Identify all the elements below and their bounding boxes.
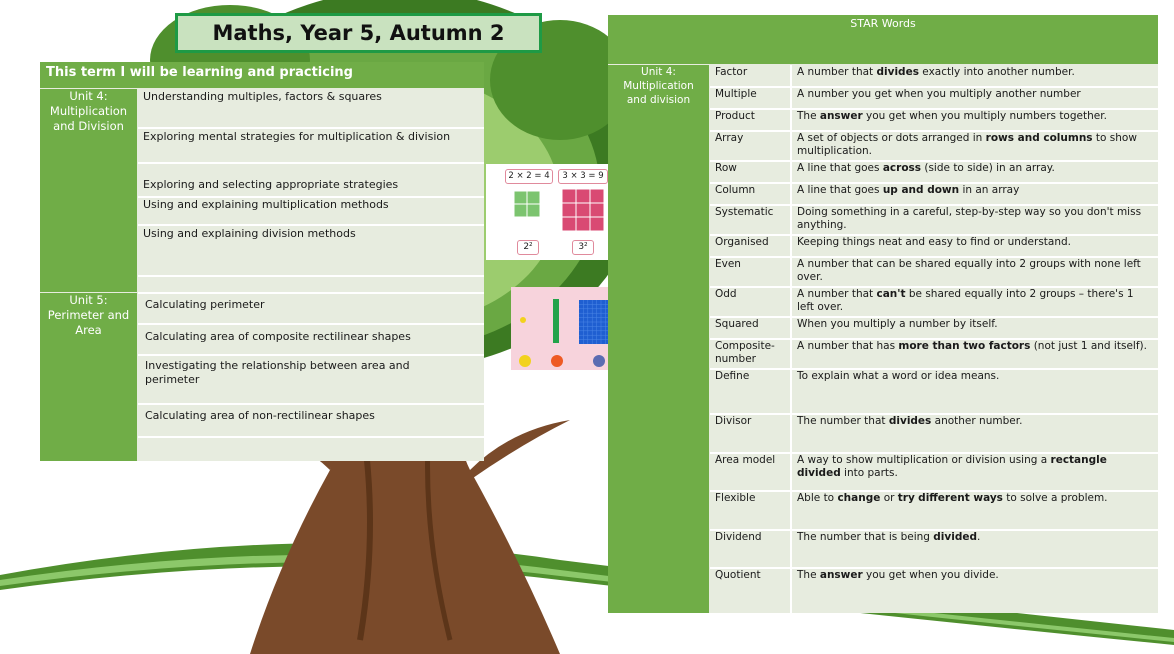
array-cell: [514, 204, 527, 217]
star-word-definition: A number you get when you multiply another number: [797, 88, 1081, 100]
page-title: Maths, Year 5, Autumn 2: [175, 13, 542, 53]
star-words-header: STAR Words: [608, 15, 1158, 64]
star-word-definition: A number that divides exactly into another number.: [797, 66, 1075, 78]
star-word-term: Multiple: [715, 88, 757, 100]
array-cell: [514, 191, 527, 204]
star-word-definition: A line that goes across (side to side) in an array.: [797, 162, 1055, 174]
equation-3x3: 3 × 3 = 9: [558, 169, 608, 184]
star-word-definition: When you multiply a number by itself.: [797, 318, 998, 330]
star-word-definition: Doing something in a careful, step-by-step way so you don't miss anything.: [797, 206, 1142, 231]
three-squared-label: 3²: [572, 240, 594, 255]
list-item: Using and explaining division methods: [143, 227, 356, 240]
list-item: Calculating area of composite rectilinear shapes: [145, 330, 411, 343]
star-word-term: Column: [715, 184, 756, 196]
equation-2x2: 2 × 2 = 4: [505, 169, 553, 184]
star-word-definition: A number that can be shared equally into 2 groups with none left over.: [797, 258, 1141, 283]
array-cell: [576, 189, 590, 203]
star-word-term: Area model: [715, 454, 776, 466]
star-unit-label: Unit 4: Multiplication and division: [623, 66, 694, 106]
star-word-term: Odd: [715, 288, 737, 300]
star-word-term: Define: [715, 370, 750, 382]
star-word-definition: A line that goes up and down in an array: [797, 184, 1020, 196]
star-word-definition: A number that has more than two factors (not just 1 and itself).: [797, 340, 1147, 352]
array-cell: [590, 189, 604, 203]
array-cell: [590, 217, 604, 231]
star-word-term: Product: [715, 110, 755, 122]
star-word-term: Divisor: [715, 415, 752, 427]
star-word-term: Factor: [715, 66, 748, 78]
star-word-term: Row: [715, 162, 737, 174]
star-word-term: Array: [715, 132, 744, 144]
unit-5-label: Unit 5: Perimeter and Area: [47, 293, 130, 337]
star-word-definition: To explain what a word or idea means.: [797, 370, 1000, 382]
star-word-term: Quotient: [715, 569, 761, 581]
star-word-definition: A number that can't be shared equally into 2 groups – there's 1 left over.: [797, 288, 1134, 313]
list-item: Using and explaining multiplication methods: [143, 198, 389, 211]
array-cell: [562, 203, 576, 217]
array-cell: [590, 203, 604, 217]
star-word-term: Systematic: [715, 206, 774, 218]
list-item: Exploring and selecting appropriate strategies: [143, 178, 399, 191]
array-cell: [576, 203, 590, 217]
array-cell: [562, 217, 576, 231]
unit-4-label: Unit 4: Multiplication and Division: [49, 89, 128, 133]
array-cell: [576, 217, 590, 231]
star-word-definition: The answer you get when you divide.: [797, 569, 999, 581]
star-word-term: Even: [715, 258, 741, 270]
list-item: Calculating perimeter: [145, 298, 265, 311]
learning-header: This term I will be learning and practicing: [40, 62, 484, 88]
star-word-term: Dividend: [715, 531, 762, 543]
array-cell: [527, 204, 540, 217]
list-item: Calculating area of non-rectilinear shapes: [145, 409, 375, 422]
star-word-term: Organised: [715, 236, 769, 248]
star-word-definition: Keeping things neat and easy to find or understand.: [797, 236, 1072, 248]
star-words-panel: [608, 15, 1158, 613]
star-word-term: Composite-number: [715, 340, 775, 365]
star-word-term: Squared: [715, 318, 759, 330]
array-cell: [562, 189, 576, 203]
two-squared-label: 2²: [517, 240, 539, 255]
learning-panel: [40, 62, 484, 461]
list-item: Exploring mental strategies for multiplication & division: [143, 130, 451, 143]
star-word-term: Flexible: [715, 492, 756, 504]
star-word-definition: The number that divides another number.: [797, 415, 1023, 427]
array-cell: [527, 191, 540, 204]
list-item: Investigating the relationship between area and perimeter: [145, 359, 410, 386]
star-unit-label-cell: [608, 65, 709, 613]
star-word-definition: Able to change or try different ways to solve a problem.: [797, 492, 1108, 504]
list-item: Understanding multiples, factors & squares: [143, 90, 382, 103]
star-word-definition: The answer you get when you multiply numbers together.: [797, 110, 1107, 122]
star-word-definition: A set of objects or dots arranged in rows and columns to show multiplication.: [797, 132, 1137, 157]
star-word-definition: A way to show multiplication or division using a rectangle divided into parts.: [797, 454, 1107, 479]
star-word-definition: The number that is being divided.: [797, 531, 981, 543]
